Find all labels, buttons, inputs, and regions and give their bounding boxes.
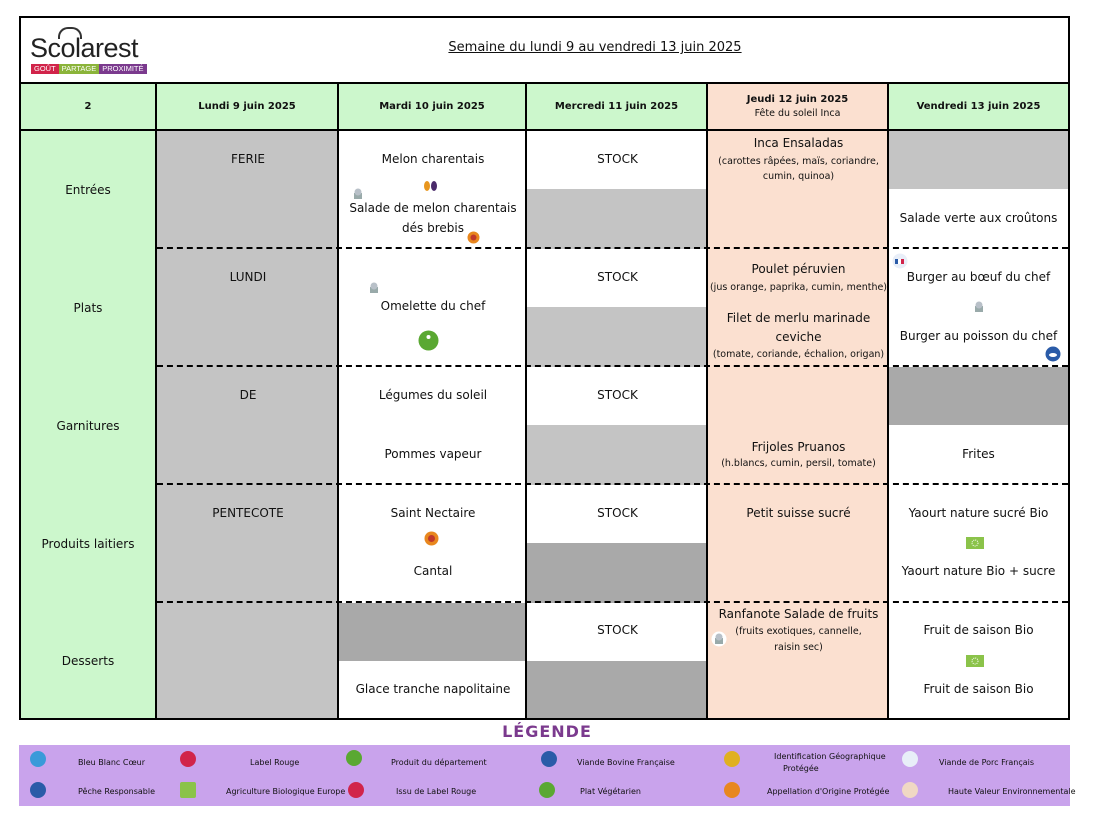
legend-label: Plat Végétarien [580, 787, 641, 796]
legend-label: Pêche Responsable [78, 787, 156, 796]
friday-laitier-1: Yaourt nature sucré Bio [908, 506, 1049, 520]
tuesday-dessert: Glace tranche napolitaine [355, 682, 511, 696]
tuesday-laitier-1: Saint Nectaire [390, 506, 476, 520]
monday-text-3: DE [239, 388, 257, 402]
week-title: Semaine du lundi 9 au vendredi 13 juin 2025 [448, 40, 742, 55]
thursday-dessert: Ranfanote Salade de fruits [718, 607, 879, 621]
day-header-thursday-sub: Fête du soleil Inca [754, 108, 841, 119]
legend-label: Issu de Label Rouge [396, 787, 477, 796]
thursday-plat-2b: ceviche [775, 330, 822, 344]
legend-label: Appellation d'Origine Protégée [767, 787, 890, 796]
friday-plat-1: Burger au bœuf du chef [906, 270, 1051, 284]
legend-label: Bleu Blanc Cœur [78, 758, 145, 767]
vegetarien-icon [539, 782, 555, 798]
legend-label: Viande de Porc Français [939, 758, 1035, 767]
thursday-laitier: Petit suisse sucré [746, 506, 851, 520]
friday-entree: Salade verte aux croûtons [899, 211, 1058, 225]
thursday-dessert-detail-2: raisin sec) [774, 642, 823, 653]
legend-label: Agriculture Biologique Europe [226, 787, 346, 796]
legend-label: Viande Bovine Française [577, 758, 675, 767]
friday-dessert-2: Fruit de saison Bio [923, 682, 1034, 696]
tuesday-entree-2b: dés brebis [402, 221, 464, 235]
legend-label: Produit du département [391, 758, 487, 767]
thursday-entree-detail-2: cumin, quinoa) [762, 171, 835, 182]
day-header-thursday-label: Jeudi 12 juin 2025 [746, 94, 849, 105]
legend-label: Haute Valeur Environnementale [948, 787, 1076, 796]
tuesday-plat: Omelette du chef [380, 299, 486, 313]
monday-text-1: FERIE [231, 152, 265, 166]
label-rouge-icon [180, 751, 196, 767]
thursday-entree-detail-1: (carottes râpées, maïs, coriandre, [718, 156, 879, 167]
brand-name: Scolarest [30, 33, 139, 63]
wednesday-stock: STOCK [597, 270, 638, 284]
location-pin-icon [346, 750, 362, 766]
row-label-produits-laitiers: Produits laitiers [21, 485, 157, 603]
thursday-plat-2-detail: (tomate, coriande, échalion, origan) [712, 349, 885, 360]
wednesday-stock: STOCK [597, 152, 638, 166]
thursday-plat-2a: Filet de merlu marinade [726, 311, 871, 325]
legend-label: Protégée [783, 764, 819, 773]
bleu-blanc-coeur-icon [30, 751, 46, 767]
friday-dessert-1: Fruit de saison Bio [923, 623, 1034, 637]
row-label-plats: Plats [21, 249, 157, 367]
porc-francais-icon [902, 751, 918, 767]
wednesday-stock: STOCK [597, 388, 638, 402]
row-label-desserts: Desserts [21, 603, 157, 719]
viande-bovine-icon [541, 751, 557, 767]
thursday-dessert-detail-1: (fruits exotiques, cannelle, [735, 626, 862, 637]
peche-responsable-icon [30, 782, 46, 798]
friday-garniture: Frites [962, 447, 995, 461]
issu-label-rouge-icon [348, 782, 364, 798]
brand-tagline: GOÛT PARTAGE PROXIMITÉ [31, 64, 147, 74]
friday-plat-2: Burger au poisson du chef [899, 329, 1058, 343]
day-header-monday: Lundi 9 juin 2025 [157, 84, 339, 131]
tuesday-entree-1: Melon charentais [381, 152, 485, 166]
day-header-tuesday: Mardi 10 juin 2025 [339, 84, 527, 131]
day-header-friday: Vendredi 13 juin 2025 [889, 84, 1068, 131]
tuesday-laitier-2: Cantal [413, 564, 453, 578]
legend [19, 745, 1076, 806]
aop-icon [724, 782, 740, 798]
row-label-entrees: Entrées [21, 131, 157, 249]
legend-label: Identification Géographique [774, 752, 886, 761]
thursday-garniture: Frijoles Pruanos [751, 440, 846, 454]
thursday-plat-1: Poulet péruvien [751, 262, 846, 276]
tuesday-entree-2a: Salade de melon charentais [349, 201, 517, 215]
tuesday-garniture-1: Légumes du soleil [378, 388, 488, 402]
ab-europe-icon [180, 782, 196, 798]
monday-text-4: PENTECOTE [212, 506, 284, 520]
thursday-entree: Inca Ensaladas [753, 136, 844, 150]
thursday-plat-1-detail: (jus orange, paprika, cumin, menthe) [709, 282, 888, 293]
legend-title: LÉGENDE [502, 722, 592, 741]
monday-text-2: LUNDI [229, 270, 267, 284]
row-label-garnitures: Garnitures [21, 367, 157, 485]
wednesday-stock: STOCK [597, 506, 638, 520]
tuesday-garniture-2: Pommes vapeur [384, 447, 482, 461]
week-number: 2 [21, 84, 157, 131]
hve-icon [902, 782, 918, 798]
menu-frame [19, 16, 1070, 720]
legend-label: Label Rouge [250, 758, 300, 767]
igp-icon [724, 751, 740, 767]
day-header-wednesday: Mercredi 11 juin 2025 [527, 84, 708, 131]
friday-laitier-2: Yaourt nature Bio + sucre [901, 564, 1056, 578]
wednesday-stock: STOCK [597, 623, 638, 637]
thursday-garniture-detail: (h.blancs, cumin, persil, tomate) [721, 458, 876, 469]
